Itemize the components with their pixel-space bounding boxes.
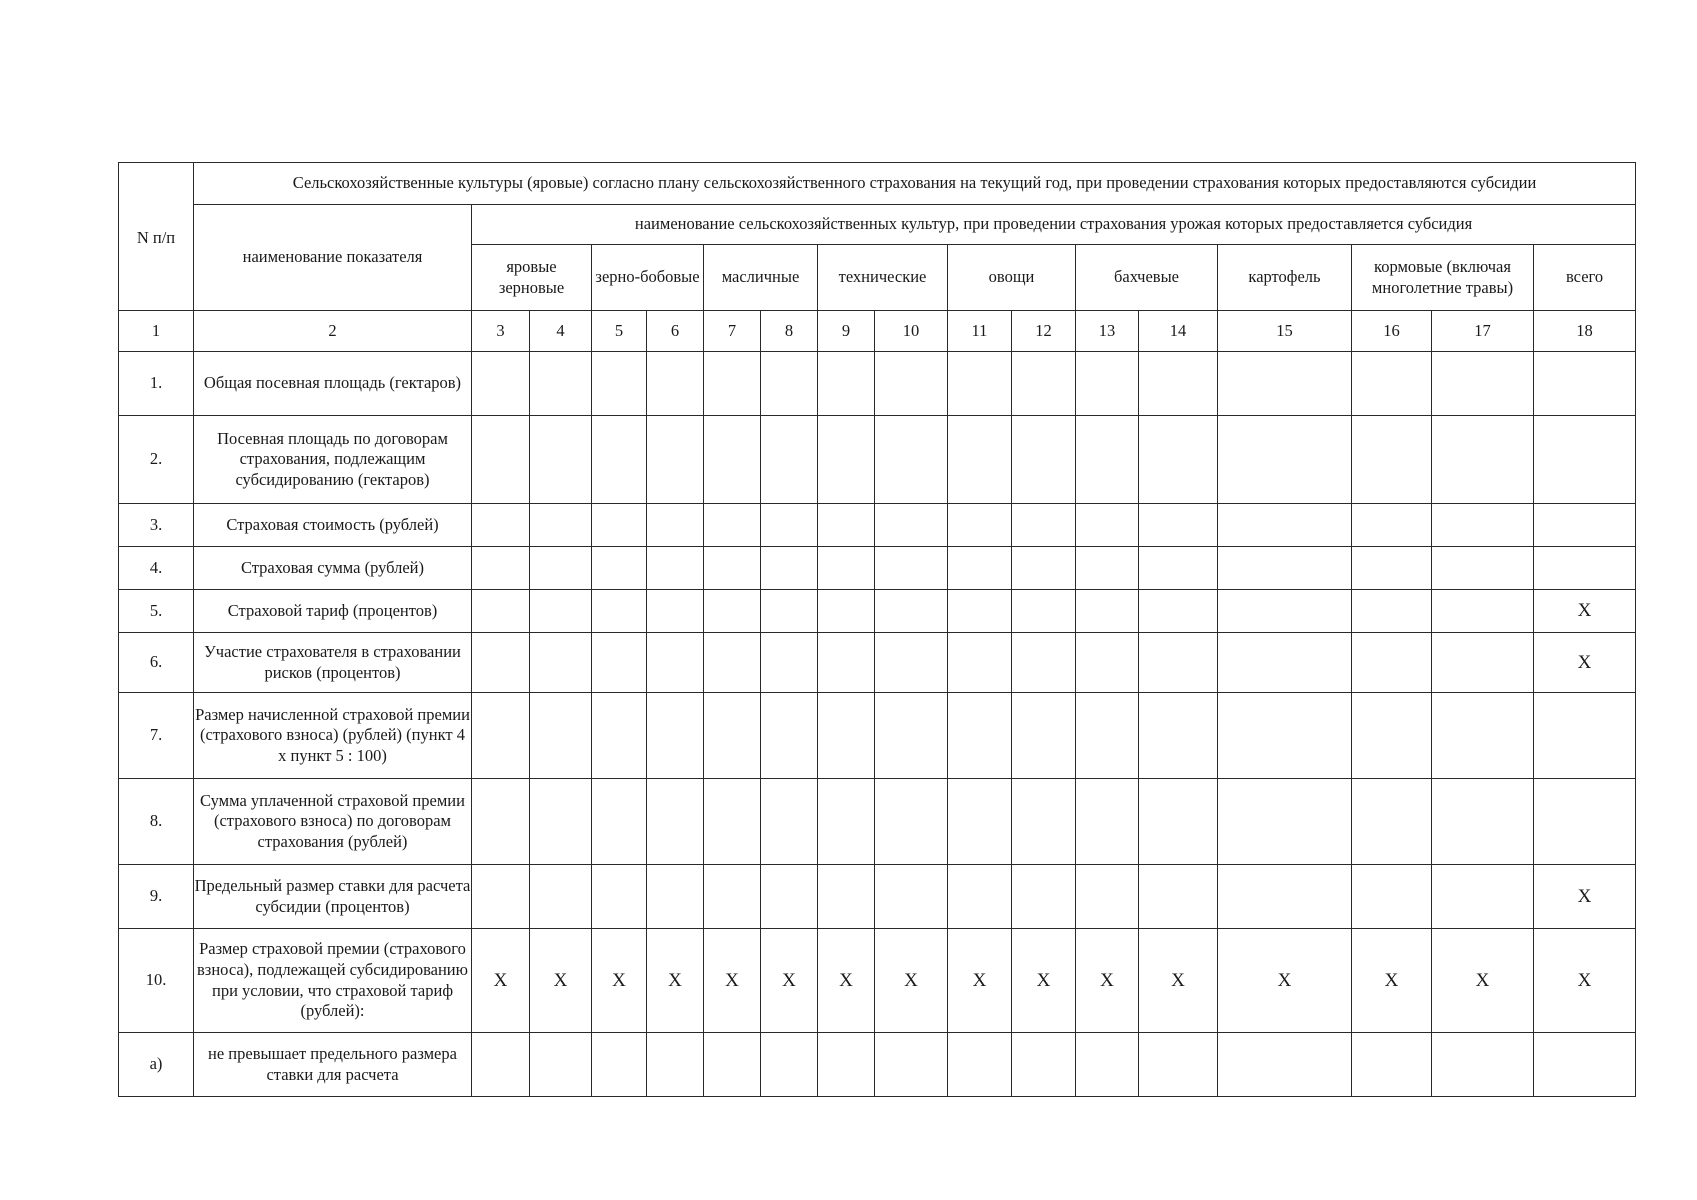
empty-cell (818, 1033, 875, 1097)
empty-cell (647, 779, 704, 865)
empty-cell (1139, 693, 1218, 779)
empty-cell (818, 590, 875, 633)
x-mark-cell: X (1534, 633, 1636, 693)
empty-cell (818, 352, 875, 416)
empty-cell (647, 633, 704, 693)
empty-cell (1139, 590, 1218, 633)
header-n-col: N п/п (119, 163, 194, 311)
empty-cell (1139, 504, 1218, 547)
empty-cell (530, 779, 592, 865)
empty-cell (472, 693, 530, 779)
empty-cell (875, 547, 948, 590)
crop-vegetables: овощи (948, 245, 1076, 311)
empty-cell (1534, 1033, 1636, 1097)
empty-cell (761, 865, 818, 929)
empty-cell (818, 547, 875, 590)
empty-cell (1218, 416, 1352, 504)
empty-cell (1352, 693, 1432, 779)
empty-cell (1432, 865, 1534, 929)
column-number: 6 (647, 311, 704, 352)
empty-cell (592, 352, 647, 416)
column-number: 9 (818, 311, 875, 352)
column-number: 5 (592, 311, 647, 352)
table-row (119, 929, 1636, 1033)
empty-cell (704, 416, 761, 504)
empty-cell (472, 779, 530, 865)
empty-cell (1432, 693, 1534, 779)
x-mark-cell: X (1534, 865, 1636, 929)
empty-cell (1076, 1033, 1139, 1097)
column-number: 7 (704, 311, 761, 352)
empty-cell (472, 504, 530, 547)
empty-cell (472, 352, 530, 416)
crop-potatoes: картофель (1218, 245, 1352, 311)
empty-cell (761, 590, 818, 633)
empty-cell (472, 547, 530, 590)
row-number: 4. (119, 547, 194, 590)
empty-cell (472, 1033, 530, 1097)
table-row (119, 547, 1636, 590)
empty-cell (530, 865, 592, 929)
empty-cell (1076, 352, 1139, 416)
column-number: 10 (875, 311, 948, 352)
empty-cell (472, 865, 530, 929)
empty-cell (875, 865, 948, 929)
empty-cell (1218, 1033, 1352, 1097)
empty-cell (1012, 416, 1076, 504)
empty-cell (1218, 547, 1352, 590)
empty-cell (818, 633, 875, 693)
empty-cell (948, 547, 1012, 590)
row-number: 3. (119, 504, 194, 547)
table-row (119, 779, 1636, 865)
empty-cell (704, 547, 761, 590)
empty-cell (1076, 865, 1139, 929)
column-number: 12 (1012, 311, 1076, 352)
empty-cell (1012, 352, 1076, 416)
table-row (119, 504, 1636, 547)
row-indicator-name: Страховая стоимость (рублей) (194, 504, 472, 547)
column-number: 18 (1534, 311, 1636, 352)
empty-cell (1139, 547, 1218, 590)
x-mark-cell: X (818, 929, 875, 1033)
empty-cell (1012, 1033, 1076, 1097)
empty-cell (761, 547, 818, 590)
empty-cell (948, 865, 1012, 929)
table-row (119, 633, 1636, 693)
empty-cell (472, 633, 530, 693)
crop-total: всего (1534, 245, 1636, 311)
empty-cell (948, 693, 1012, 779)
empty-cell (1534, 352, 1636, 416)
empty-cell (647, 1033, 704, 1097)
column-number: 1 (119, 311, 194, 352)
empty-cell (948, 1033, 1012, 1097)
empty-cell (592, 633, 647, 693)
row-number: 5. (119, 590, 194, 633)
empty-cell (592, 590, 647, 633)
empty-cell (1012, 779, 1076, 865)
empty-cell (1012, 547, 1076, 590)
empty-cell (875, 352, 948, 416)
empty-cell (1139, 416, 1218, 504)
empty-cell (1432, 590, 1534, 633)
row-indicator-name: Участие страхователя в страховании рисков (процентов) (194, 633, 472, 693)
x-mark-cell: X (948, 929, 1012, 1033)
empty-cell (1534, 416, 1636, 504)
empty-cell (647, 504, 704, 547)
empty-cell (592, 547, 647, 590)
column-number: 17 (1432, 311, 1534, 352)
row-number: 8. (119, 779, 194, 865)
empty-cell (1534, 693, 1636, 779)
empty-cell (530, 416, 592, 504)
crop-technical: технические (818, 245, 948, 311)
column-number-row (119, 311, 1636, 352)
table-row (119, 865, 1636, 929)
x-mark-cell: X (761, 929, 818, 1033)
empty-cell (1076, 416, 1139, 504)
x-mark-cell: X (530, 929, 592, 1033)
empty-cell (530, 547, 592, 590)
column-number: 16 (1352, 311, 1432, 352)
crop-oilseeds: масличные (704, 245, 818, 311)
row-indicator-name: Предельный размер ставки для расчета субсидии (процентов) (194, 865, 472, 929)
empty-cell (647, 590, 704, 633)
empty-cell (1012, 865, 1076, 929)
empty-cell (592, 779, 647, 865)
crop-forage: кормовые (включая многолетние травы) (1352, 245, 1534, 311)
x-mark-cell: X (1534, 929, 1636, 1033)
empty-cell (761, 633, 818, 693)
row-indicator-name: Размер страховой премии (страхового взноса), подлежащей субсидированию при условии, что страховой тариф (рублей): (194, 929, 472, 1033)
empty-cell (1012, 633, 1076, 693)
x-mark-cell: X (1076, 929, 1139, 1033)
empty-cell (647, 547, 704, 590)
empty-cell (761, 352, 818, 416)
empty-cell (1352, 1033, 1432, 1097)
empty-cell (1218, 352, 1352, 416)
empty-cell (818, 416, 875, 504)
empty-cell (1432, 504, 1534, 547)
row-number: 1. (119, 352, 194, 416)
empty-cell (592, 504, 647, 547)
empty-cell (875, 416, 948, 504)
empty-cell (875, 693, 948, 779)
x-mark-cell: X (647, 929, 704, 1033)
empty-cell (1352, 779, 1432, 865)
empty-cell (1076, 504, 1139, 547)
empty-cell (1012, 504, 1076, 547)
row-indicator-name: Страховая сумма (рублей) (194, 547, 472, 590)
empty-cell (1432, 547, 1534, 590)
empty-cell (530, 633, 592, 693)
empty-cell (818, 693, 875, 779)
empty-cell (875, 590, 948, 633)
row-number: 7. (119, 693, 194, 779)
empty-cell (1432, 779, 1534, 865)
empty-cell (875, 779, 948, 865)
empty-cell (948, 633, 1012, 693)
empty-cell (761, 504, 818, 547)
row-indicator-name: не превышает предельного размера ставки для расчета (194, 1033, 472, 1097)
empty-cell (1012, 693, 1076, 779)
crop-spring-grain: яровые зерновые (472, 245, 592, 311)
empty-cell (1432, 416, 1534, 504)
row-indicator-name: Сумма уплаченной страховой премии (страхового взноса) по договорам страхования (рублей) (194, 779, 472, 865)
empty-cell (647, 865, 704, 929)
empty-cell (1352, 547, 1432, 590)
empty-cell (1076, 633, 1139, 693)
row-number: 6. (119, 633, 194, 693)
empty-cell (1218, 865, 1352, 929)
column-number: 11 (948, 311, 1012, 352)
x-mark-cell: X (1534, 590, 1636, 633)
empty-cell (818, 865, 875, 929)
table-row (119, 416, 1636, 504)
header-title: Сельскохозяйственные культуры (яровые) согласно плану сельскохозяйственного страхования на текущий год, при проведении страхования которых предоставляются субсидии (194, 163, 1636, 205)
empty-cell (704, 1033, 761, 1097)
header-crops-title: наименование сельскохозяйственных культур, при проведении страхования урожая которых предоставляется субсидия (472, 205, 1636, 245)
table-row (119, 352, 1636, 416)
empty-cell (948, 779, 1012, 865)
empty-cell (818, 504, 875, 547)
empty-cell (704, 352, 761, 416)
row-number: 2. (119, 416, 194, 504)
empty-cell (592, 416, 647, 504)
empty-cell (1076, 590, 1139, 633)
empty-cell (948, 352, 1012, 416)
empty-cell (1352, 352, 1432, 416)
row-indicator-name: Размер начисленной страховой премии (страхового взноса) (рублей) (пункт 4 х пункт 5 : 100) (194, 693, 472, 779)
empty-cell (1534, 547, 1636, 590)
empty-cell (1139, 352, 1218, 416)
empty-cell (1352, 590, 1432, 633)
x-mark-cell: X (1352, 929, 1432, 1033)
x-mark-cell: X (704, 929, 761, 1033)
empty-cell (948, 504, 1012, 547)
column-number: 8 (761, 311, 818, 352)
empty-cell (761, 693, 818, 779)
column-number: 2 (194, 311, 472, 352)
empty-cell (1218, 779, 1352, 865)
header-indicator-name: наименование показателя (194, 205, 472, 311)
x-mark-cell: X (1218, 929, 1352, 1033)
empty-cell (592, 693, 647, 779)
empty-cell (530, 693, 592, 779)
table-row (119, 590, 1636, 633)
empty-cell (875, 1033, 948, 1097)
empty-cell (1076, 779, 1139, 865)
empty-cell (592, 1033, 647, 1097)
x-mark-cell: X (472, 929, 530, 1033)
crop-legumes: зерно-бобовые (592, 245, 704, 311)
column-number: 14 (1139, 311, 1218, 352)
empty-cell (1432, 352, 1534, 416)
empty-cell (818, 779, 875, 865)
empty-cell (1432, 1033, 1534, 1097)
empty-cell (1139, 633, 1218, 693)
empty-cell (1076, 693, 1139, 779)
empty-cell (875, 504, 948, 547)
empty-cell (761, 416, 818, 504)
empty-cell (704, 504, 761, 547)
crop-melons: бахчевые (1076, 245, 1218, 311)
empty-cell (875, 633, 948, 693)
empty-cell (948, 416, 1012, 504)
empty-cell (530, 1033, 592, 1097)
empty-cell (704, 693, 761, 779)
column-number: 15 (1218, 311, 1352, 352)
empty-cell (1218, 633, 1352, 693)
empty-cell (1218, 504, 1352, 547)
empty-cell (1139, 1033, 1218, 1097)
row-number: 10. (119, 929, 194, 1033)
empty-cell (1139, 865, 1218, 929)
empty-cell (1218, 693, 1352, 779)
empty-cell (530, 352, 592, 416)
empty-cell (1352, 633, 1432, 693)
empty-cell (472, 416, 530, 504)
x-mark-cell: X (1012, 929, 1076, 1033)
x-mark-cell: X (1432, 929, 1534, 1033)
row-indicator-name: Общая посевная площадь (гектаров) (194, 352, 472, 416)
row-number: а) (119, 1033, 194, 1097)
empty-cell (1218, 590, 1352, 633)
empty-cell (1012, 590, 1076, 633)
empty-cell (948, 590, 1012, 633)
empty-cell (1534, 504, 1636, 547)
empty-cell (530, 504, 592, 547)
empty-cell (761, 779, 818, 865)
empty-cell (647, 352, 704, 416)
empty-cell (1534, 779, 1636, 865)
empty-cell (472, 590, 530, 633)
row-indicator-name: Страховой тариф (процентов) (194, 590, 472, 633)
empty-cell (1352, 865, 1432, 929)
empty-cell (1432, 633, 1534, 693)
empty-cell (704, 865, 761, 929)
subsidy-form-table (118, 162, 1636, 1097)
empty-cell (647, 693, 704, 779)
column-number: 3 (472, 311, 530, 352)
empty-cell (761, 1033, 818, 1097)
row-indicator-name: Посевная площадь по договорам страхования, подлежащим субсидированию (гектаров) (194, 416, 472, 504)
x-mark-cell: X (875, 929, 948, 1033)
empty-cell (530, 590, 592, 633)
empty-cell (647, 416, 704, 504)
empty-cell (1139, 779, 1218, 865)
empty-cell (704, 779, 761, 865)
table-row (119, 693, 1636, 779)
empty-cell (704, 633, 761, 693)
column-number: 4 (530, 311, 592, 352)
empty-cell (592, 865, 647, 929)
x-mark-cell: X (1139, 929, 1218, 1033)
table-row (119, 1033, 1636, 1097)
empty-cell (704, 590, 761, 633)
x-mark-cell: X (592, 929, 647, 1033)
row-number: 9. (119, 865, 194, 929)
empty-cell (1352, 416, 1432, 504)
column-number: 13 (1076, 311, 1139, 352)
empty-cell (1352, 504, 1432, 547)
empty-cell (1076, 547, 1139, 590)
table-body (119, 352, 1636, 1097)
